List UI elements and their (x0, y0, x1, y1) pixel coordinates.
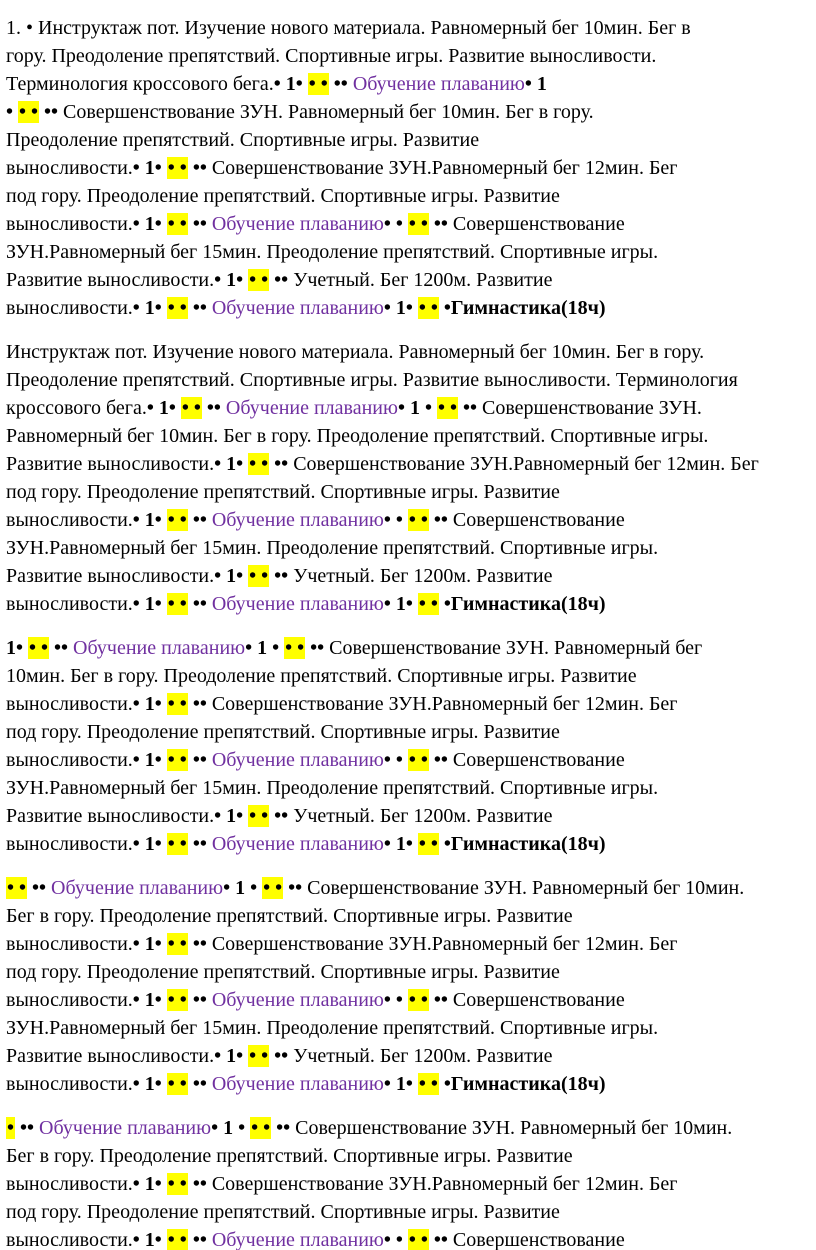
bullet-run: • 1• (132, 157, 167, 179)
bullet-run: • • (383, 509, 408, 531)
text-run: Учетный. Бег 1200м. Развитие (293, 1045, 553, 1067)
text-run: ЗУН.Равномерный бег 15мин. Преодоление препятствий. Спортивные игры. (6, 777, 659, 799)
bullet-run: •• (187, 933, 212, 955)
bullet-run: •• (187, 1229, 212, 1250)
text-run: Совершенствование ЗУН.Равномерный бег 12мин. Бег (211, 933, 678, 955)
text-line (6, 562, 552, 590)
text-run: Равномерный бег 10мин. Бег в гору. Преодоление препятствий. Спортивные игры. (6, 425, 709, 447)
text-line (6, 338, 704, 366)
text-line (6, 98, 594, 126)
highlighted-bullets: • • (167, 833, 187, 855)
text-line (6, 874, 744, 902)
text-line (6, 238, 658, 266)
text-run: выносливости. (6, 1173, 133, 1195)
text-run: под гору. Преодоление препятствий. Спортивные игры. Развитие (6, 1201, 560, 1223)
bullet-run: •• (187, 833, 212, 855)
text-run: Учетный. Бег 1200м. Развитие (293, 805, 553, 827)
text-run: выносливости. (6, 213, 133, 235)
text-line (6, 958, 560, 986)
text-run: Совершенствование (452, 213, 625, 235)
text-run: Бег в гору. Преодоление препятствий. Спортивные игры. Развитие (6, 905, 573, 927)
bullet-run: • 1• (383, 593, 418, 615)
highlighted-bullets: • • (408, 1229, 428, 1250)
bullet-run: •• (283, 877, 308, 899)
bullet-run: •• (269, 453, 294, 475)
highlighted-bullets: • • (29, 637, 49, 659)
highlighted-bullets: • • (418, 1073, 438, 1095)
bullet-run: • 1• (214, 805, 249, 827)
bullet-run: • • (383, 1229, 408, 1250)
text-line (6, 1070, 606, 1098)
text-line (6, 1114, 732, 1142)
text-line (6, 662, 637, 690)
bullet-run: •• (428, 509, 453, 531)
text-line (6, 182, 560, 210)
bullet-run: • 1• (383, 833, 418, 855)
text-run: Совершенствование ЗУН.Равномерный бег 12мин. Бег (211, 693, 678, 715)
bullet-run: • 1• (214, 269, 249, 291)
bullet-run: •• (15, 1117, 40, 1139)
highlighted-bullets: • • (167, 989, 187, 1011)
bullet-run: •Гимнастика(18ч) (438, 1073, 606, 1095)
bullet-run: • 1• (132, 213, 167, 235)
bullet-run: •• (187, 213, 212, 235)
text-run: выносливости. (6, 833, 133, 855)
text-run: Совершенствование (452, 749, 625, 771)
text-run: выносливости. (6, 593, 133, 615)
bullet-run: • 1• (383, 297, 418, 319)
link-swimming[interactable]: Обучение плаванию (211, 833, 384, 855)
bullet-run: • 1• (132, 297, 167, 319)
highlighted-bullets: • • (285, 637, 305, 659)
bullet-run: •• (271, 1117, 296, 1139)
bullet-run: • (6, 101, 19, 123)
bullet-run: •• (328, 73, 353, 95)
link-swimming[interactable]: Обучение плаванию (211, 989, 384, 1011)
highlighted-bullets: • • (167, 933, 187, 955)
highlighted-bullets: • • (181, 397, 201, 419)
highlighted-bullets: • • (418, 833, 438, 855)
text-line (6, 802, 552, 830)
bullet-run: •• (428, 989, 453, 1011)
text-line (6, 154, 678, 182)
text-line (6, 450, 759, 478)
text-run: выносливости. (6, 1229, 133, 1250)
highlighted-bullets: • • (249, 1045, 269, 1067)
bullet-run: •• (187, 1173, 212, 1195)
text-run: выносливости. (6, 989, 133, 1011)
link-swimming[interactable]: Обучение плаванию (51, 877, 224, 899)
text-run: ЗУН.Равномерный бег 15мин. Преодоление препятствий. Спортивные игры. (6, 241, 659, 263)
text-line (6, 210, 625, 238)
bullet-run: • 1• (214, 1045, 249, 1067)
bullet-run: •• (187, 509, 212, 531)
bullet-run: •• (187, 1073, 212, 1095)
text-run: Развитие выносливости. (6, 1045, 215, 1067)
text-run: Преодоление препятствий. Спортивные игры. Развитие выносливости. Терминология (6, 369, 738, 391)
bullet-run: • 1• (132, 749, 167, 771)
text-line (6, 422, 708, 450)
bullet-run: •Гимнастика(18ч) (438, 297, 606, 319)
bullet-run: •• (187, 749, 212, 771)
bullet-run: •• (187, 297, 212, 319)
highlighted-bullets: • • (167, 509, 187, 531)
text-line (6, 506, 625, 534)
bullet-run: •• (428, 1229, 453, 1250)
text-run: Совершенствование ЗУН. Равномерный бег (329, 637, 703, 659)
bullet-run: • 1• (214, 565, 249, 587)
text-run: Инструктаж пот. Изучение нового материала. Равномерный бег 10мин. Бег в гору. (6, 341, 705, 363)
text-run: ЗУН.Равномерный бег 15мин. Преодоление препятствий. Спортивные игры. (6, 537, 659, 559)
bullet-run: • 1• (132, 933, 167, 955)
text-line (6, 1226, 625, 1250)
link-swimming[interactable]: Обучение плаванию (225, 397, 398, 419)
bullet-run: • 1• (132, 1229, 167, 1250)
highlighted-bullets: • • (167, 1173, 187, 1195)
bullet-run: • 1• (383, 1073, 418, 1095)
text-line (6, 70, 547, 98)
text-line (6, 1198, 560, 1226)
text-line (6, 1042, 552, 1070)
text-run: Совершенствование (452, 989, 625, 1011)
bullet-run: • • (383, 749, 408, 771)
bullet-run: • 1• (132, 509, 167, 531)
text-run: Преодоление препятствий. Спортивные игры. Развитие (6, 129, 480, 151)
text-line (6, 1170, 678, 1198)
text-run: Совершенствование ЗУН. Равномерный бег 10мин. Бег в гору. (63, 101, 594, 123)
bullet-run: • 1• (273, 73, 308, 95)
text-run: Развитие выносливости. (6, 269, 215, 291)
highlighted-bullets: • • (167, 693, 187, 715)
link-swimming[interactable]: Обучение плаванию (211, 1073, 384, 1095)
link-swimming[interactable]: Обучение плаванию (211, 1229, 384, 1250)
text-line (6, 718, 560, 746)
text-line (6, 534, 658, 562)
bullet-run: • 1• (132, 593, 167, 615)
text-run: Развитие выносливости. (6, 565, 215, 587)
text-line (6, 774, 658, 802)
link-swimming[interactable]: Обучение плаванию (39, 1117, 212, 1139)
link-swimming[interactable]: Обучение плаванию (352, 73, 525, 95)
bullet-run: •• (39, 101, 64, 123)
bullet-run: • • (383, 213, 408, 235)
highlighted-bullets: • • (251, 1117, 271, 1139)
highlighted-bullets: • • (167, 749, 187, 771)
text-run: Совершенствование (452, 509, 625, 531)
bullet-run: •• (269, 565, 294, 587)
link-swimming[interactable]: Обучение плаванию (211, 749, 384, 771)
text-run: ЗУН.Равномерный бег 15мин. Преодоление препятствий. Спортивные игры. (6, 1017, 659, 1039)
bullet-run: •• (269, 1045, 294, 1067)
bullet-run: •• (187, 157, 212, 179)
bullet-run: • 1 • (223, 877, 263, 899)
text-run: выносливости. (6, 933, 133, 955)
highlighted-bullets: • • (167, 297, 187, 319)
text-line (6, 986, 625, 1014)
highlighted-bullets: • • (263, 877, 283, 899)
highlighted-bullets: • • (167, 593, 187, 615)
text-run: Учетный. Бег 1200м. Развитие (293, 565, 553, 587)
text-run: выносливости. (6, 509, 133, 531)
text-run: Развитие выносливости. (6, 805, 215, 827)
highlighted-bullets: • • (437, 397, 457, 419)
text-run: 1. • Инструктаж пот. Изучение нового материала. Равномерный бег 10мин. Бег в (6, 17, 691, 39)
bullet-run: • 1• (132, 989, 167, 1011)
bullet-run: • 1 • (397, 397, 437, 419)
highlighted-bullets: • • (249, 453, 269, 475)
text-line (6, 478, 560, 506)
text-line (6, 14, 691, 42)
highlighted-bullets: • • (7, 877, 27, 899)
text-run: Совершенствование ЗУН. Равномерный бег 10мин. (307, 877, 745, 899)
highlighted-bullets: • • (167, 1073, 187, 1095)
text-line (6, 902, 573, 930)
text-line (6, 746, 625, 774)
text-line (6, 1014, 658, 1042)
bullet-run: • 1 • (245, 637, 285, 659)
highlighted-bullets: • • (418, 593, 438, 615)
text-line (6, 266, 552, 294)
text-line (6, 394, 702, 422)
link-swimming[interactable]: Обучение плаванию (211, 297, 384, 319)
highlighted-bullets: • • (249, 565, 269, 587)
bullet-run: •• (428, 749, 453, 771)
bullet-run: •• (187, 593, 212, 615)
link-swimming[interactable]: Обучение плаванию (211, 593, 384, 615)
bullet-run: •• (305, 637, 330, 659)
text-line (6, 634, 702, 662)
highlighted-bullets: • (7, 1117, 15, 1139)
bullet-run: • 1• (132, 1073, 167, 1095)
bullet-run: •• (27, 877, 52, 899)
bullet-run: • 1• (214, 453, 249, 475)
text-run: Совершенствование (452, 1229, 625, 1250)
highlighted-bullets: • • (408, 989, 428, 1011)
link-swimming[interactable]: Обучение плаванию (211, 509, 384, 531)
text-run: Бег в гору. Преодоление препятствий. Спортивные игры. Развитие (6, 1145, 573, 1167)
text-run: кроссового бега. (6, 397, 147, 419)
text-line (6, 930, 678, 958)
highlighted-bullets: • • (167, 213, 187, 235)
highlighted-bullets: • • (308, 73, 328, 95)
text-run: выносливости. (6, 693, 133, 715)
bullet-run: •Гимнастика(18ч) (438, 833, 606, 855)
bullet-run: •• (428, 213, 453, 235)
text-line (6, 42, 656, 70)
bullet-run: •• (49, 637, 74, 659)
bullet-run: •• (457, 397, 482, 419)
text-run: под гору. Преодоление препятствий. Спортивные игры. Развитие (6, 185, 560, 207)
bullet-run: •Гимнастика(18ч) (438, 593, 606, 615)
bullet-run: • 1• (132, 833, 167, 855)
text-run: Учетный. Бег 1200м. Развитие (293, 269, 553, 291)
text-line (6, 590, 606, 618)
text-run: Совершенствование ЗУН.Равномерный бег 12мин. Бег (293, 453, 759, 475)
text-run: гору. Преодоление препятствий. Спортивные игры. Развитие выносливости. (6, 45, 657, 67)
text-run: под гору. Преодоление препятствий. Спортивные игры. Развитие (6, 961, 560, 983)
text-run: выносливости. (6, 1073, 133, 1095)
text-run: под гору. Преодоление препятствий. Спортивные игры. Развитие (6, 481, 560, 503)
bullet-run: • 1• (132, 1173, 167, 1195)
bullet-run: •• (269, 269, 294, 291)
text-run: выносливости. (6, 749, 133, 771)
text-run: Развитие выносливости. (6, 453, 215, 475)
bullet-run: • 1 • (211, 1117, 251, 1139)
bullet-run: •• (269, 805, 294, 827)
bullet-run: • • (383, 989, 408, 1011)
text-run: Совершенствование ЗУН. Равномерный бег 10мин. (295, 1117, 733, 1139)
highlighted-bullets: • • (167, 157, 187, 179)
highlighted-bullets: • • (167, 1229, 187, 1250)
text-run: 10мин. Бег в гору. Преодоление препятствий. Спортивные игры. Развитие (6, 665, 637, 687)
highlighted-bullets: • • (408, 509, 428, 531)
text-run: под гору. Преодоление препятствий. Спортивные игры. Развитие (6, 721, 560, 743)
bullet-run: 1• (6, 637, 29, 659)
text-run: Терминология кроссового бега. (6, 73, 274, 95)
text-line (6, 126, 479, 154)
text-line (6, 294, 606, 322)
highlighted-bullets: • • (408, 213, 428, 235)
text-line (6, 690, 678, 718)
highlighted-bullets: • • (418, 297, 438, 319)
highlighted-bullets: • • (408, 749, 428, 771)
bullet-run: •• (201, 397, 226, 419)
bullet-run: • 1• (146, 397, 181, 419)
bullet-run: •• (187, 989, 212, 1011)
text-line (6, 366, 738, 394)
text-run: выносливости. (6, 157, 133, 179)
highlighted-bullets: • • (249, 805, 269, 827)
text-run: Совершенствование ЗУН.Равномерный бег 12мин. Бег (211, 1173, 678, 1195)
bullet-run: • 1 (524, 73, 547, 95)
bullet-run: •• (187, 693, 212, 715)
text-line (6, 830, 606, 858)
link-swimming[interactable]: Обучение плаванию (211, 213, 384, 235)
highlighted-bullets: • • (249, 269, 269, 291)
link-swimming[interactable]: Обучение плаванию (73, 637, 246, 659)
text-line (6, 1142, 573, 1170)
highlighted-bullets: • • (19, 101, 39, 123)
text-run: Совершенствование ЗУН.Равномерный бег 12мин. Бег (211, 157, 678, 179)
bullet-run: • 1• (132, 693, 167, 715)
text-run: выносливости. (6, 297, 133, 319)
text-run: Совершенствование ЗУН. (482, 397, 702, 419)
